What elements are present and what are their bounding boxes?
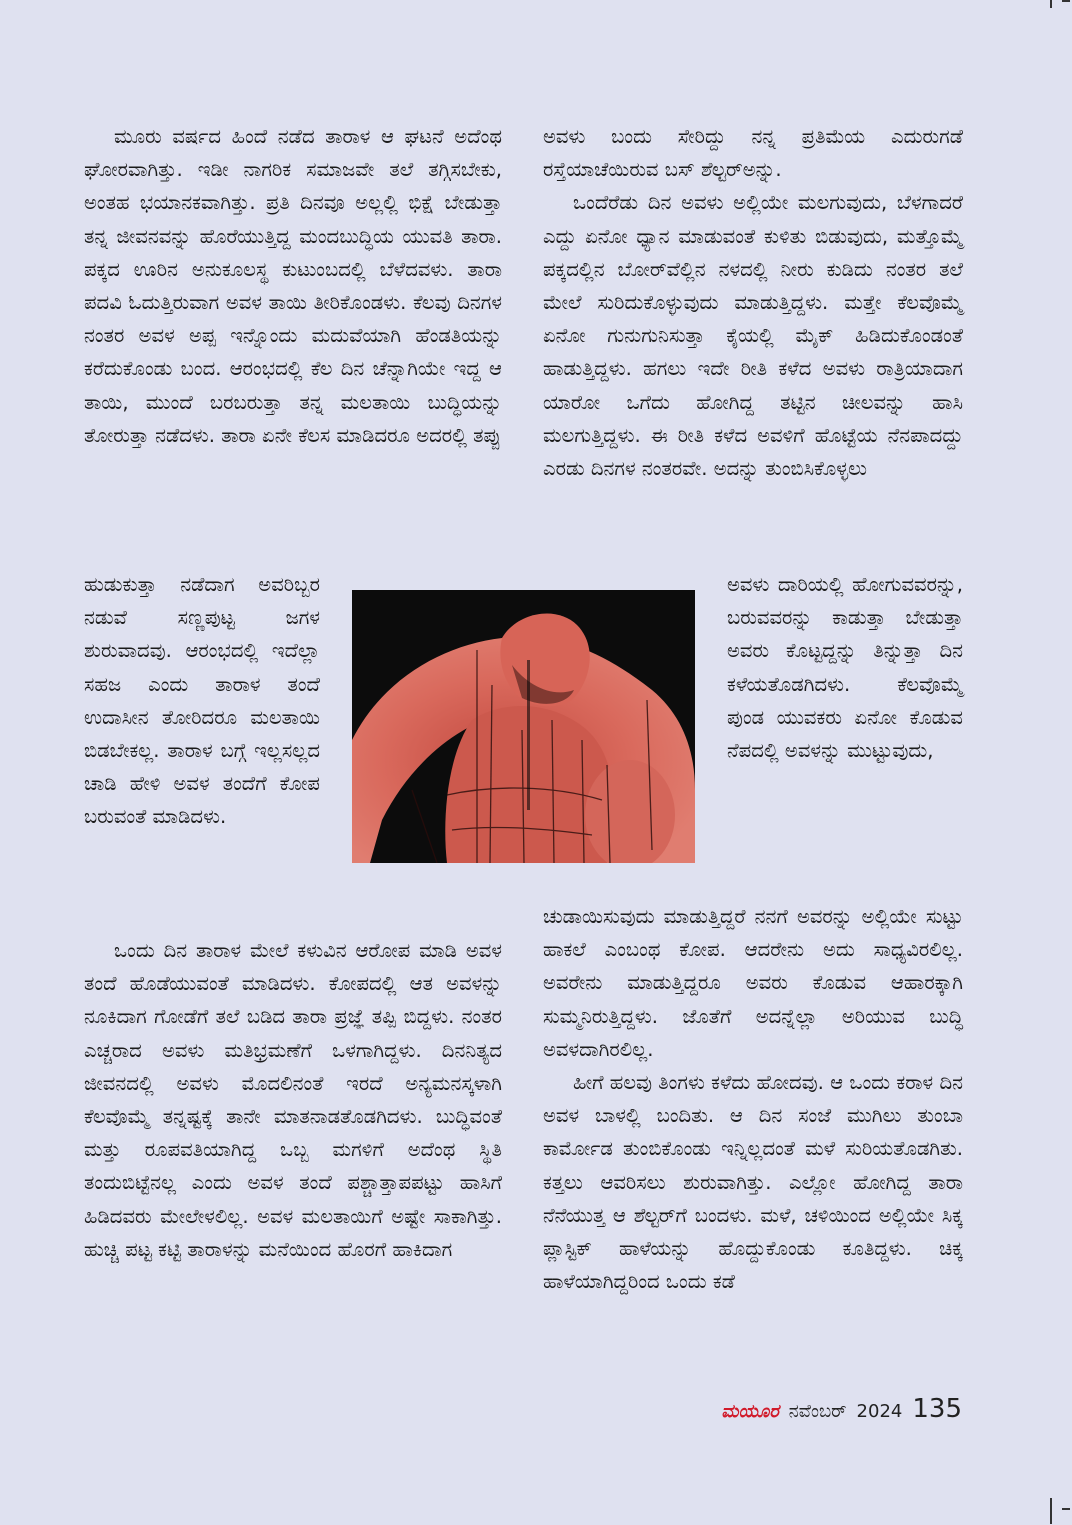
crouching-figure-illustration <box>352 590 695 863</box>
left-column-top <box>84 120 502 452</box>
crop-mark <box>1062 0 1070 2</box>
paragraph: ಚುಡಾಯಿಸುವುದು ಮಾಡುತ್ತಿದ್ದರೆ ನನಗೆ ಅವರನ್ನು ಅಲ್ಲಿಯೇ ಸುಟ್ಟು ಹಾಕಲೆ ಎಂಬಂಥ ಕೋಪ. ಆದರೇನು ಅದು ಸಾಧ್ಯವಿರಲಿಲ್ಲ. ಅವರೇನು ಮಾಡುತ್ತಿದ್ದರೂ ಅವರು ಕೊಡುವ ಆಹಾರಕ್ಕಾಗಿ ಸುಮ್ಮನಿರುತ್ತಿದ್ದಳು. ಜೊತೆಗೆ ಅದನ್ನೆಲ್ಲಾ ಅರಿಯುವ ಬುದ್ಧಿ ಅವಳದಾಗಿರಲಿಲ್ಲ. <box>543 905 963 1061</box>
magazine-logo: ಮಯೂರ <box>721 1401 779 1422</box>
right-column-bottom <box>543 900 963 1298</box>
left-column-bottom <box>84 934 502 1266</box>
illustration <box>352 590 695 863</box>
right-column-top <box>543 120 963 485</box>
left-wrap-text <box>84 568 320 834</box>
paragraph: ಹುಡುಕುತ್ತಾ ನಡೆದಾಗ ಅವರಿಬ್ಬರ ನಡುವೆ ಸಣ್ಣಪುಟ್ಟ ಜಗಳ ಶುರುವಾದವು. ಆರಂಭದಲ್ಲಿ ಇದೆಲ್ಲಾ ಸಹಜ ಎಂದು ತಾರಾಳ ತಂದೆ ಉದಾಸೀನ ತೋರಿದರೂ ಮಲತಾಯಿ ಬಿಡಬೇಕಲ್ಲ. ತಾರಾಳ ಬಗ್ಗೆ ಇಲ್ಲಸಲ್ಲದ ಚಾಡಿ ಹೇಳಿ ಅವಳ ತಂದೆಗೆ ಕೋಪ ಬರುವಂತೆ ಮಾಡಿದಳು. <box>84 573 320 829</box>
crop-mark <box>1050 1498 1052 1524</box>
right-wrap-text <box>727 568 963 767</box>
paragraph: ಅವಳು ಬಂದು ಸೇರಿದ್ದು ನನ್ನ ಪ್ರತಿಮೆಯ ಎದುರುಗಡೆ ರಸ್ತೆಯಾಚೆಯಿರುವ ಬಸ್ ಶೆಲ್ಟರ್‌ಅನ್ನು. <box>543 125 963 182</box>
page-number: 135 <box>912 1394 962 1424</box>
paragraph: ಅವಳು ದಾರಿಯಲ್ಲಿ ಹೋಗುವವರನ್ನು, ಬರುವವರನ್ನು ಕಾಡುತ್ತಾ ಬೇಡುತ್ತಾ ಅವರು ಕೊಟ್ಟದ್ದನ್ನು ತಿನ್ನುತ್ತಾ ದಿನ ಕಳೆಯತೊಡಗಿದಳು. ಕೆಲವೊಮ್ಮೆ ಪುಂಡ ಯುವಕರು ಏನೋ ಕೊಡುವ ನೆಪದಲ್ಲಿ ಅವಳನ್ನು ಮುಟ್ಟುವುದು, <box>727 573 963 763</box>
issue-month: ನವೆಂಬರ್ <box>788 1401 847 1422</box>
page-footer <box>721 1394 962 1424</box>
paragraph: ಒಂದು ದಿನ ತಾರಾಳ ಮೇಲೆ ಕಳುವಿನ ಆರೋಪ ಮಾಡಿ ಅವಳ ತಂದೆ ಹೊಡೆಯುವಂತೆ ಮಾಡಿದಳು. ಕೋಪದಲ್ಲಿ ಆತ ಅವಳನ್ನು ನೂಕಿದಾಗ ಗೋಡೆಗೆ ತಲೆ ಬಡಿದ ತಾರಾ ಪ್ರಜ್ಞೆ ತಪ್ಪಿ ಬಿದ್ದಳು. ನಂತರ ಎಚ್ಚರಾದ ಅವಳು ಮತಿಭ್ರಮಣೆಗೆ ಒಳಗಾಗಿದ್ದಳು. ದಿನನಿತ್ಯದ ಜೀವನದಲ್ಲಿ ಅವಳು ಮೊದಲಿನಂತೆ ಇರದೆ ಅನ್ಯಮನಸ್ಕಳಾಗಿ ಕೆಲವೊಮ್ಮೆ ತನ್ನಷ್ಟಕ್ಕೆ ತಾನೇ ಮಾತನಾಡತೊಡಗಿದಳು. ಬುದ್ಧಿವಂತೆ ಮತ್ತು ರೂಪವತಿಯಾಗಿದ್ದ ಒಬ್ಬ ಮಗಳಿಗೆ ಅದೆಂಥ ಸ್ಥಿತಿ ತಂದುಬಿಟ್ಟೆನಲ್ಲ ಎಂದು ಅವಳ ತಂದೆ ಪಶ್ಚಾತ್ತಾಪಪಟ್ಟು ಹಾಸಿಗೆ ಹಿಡಿದವರು ಮೇಲೇಳಲಿಲ್ಲ. ಅವಳ ಮಲತಾಯಿಗೆ ಅಷ್ಟೇ ಸಾಕಾಗಿತ್ತು. ಹುಚ್ಚಿ ಪಟ್ಟ ಕಟ್ಟಿ ತಾರಾಳನ್ನು ಮನೆಯಿಂದ ಹೊರಗೆ ಹಾಕಿದಾಗ <box>84 939 502 1261</box>
crop-mark <box>1062 1508 1070 1510</box>
paragraph: ಮೂರು ವರ್ಷದ ಹಿಂದೆ ನಡೆದ ತಾರಾಳ ಆ ಘಟನೆ ಅದೆಂಥ ಘೋರವಾಗಿತ್ತು. ಇಡೀ ನಾಗರಿಕ ಸಮಾಜವೇ ತಲೆ ತಗ್ಗಿಸಬೇಕು, ಅಂತಹ ಭಯಾನಕವಾಗಿತ್ತು. ಪ್ರತಿ ದಿನವೂ ಅಲ್ಲಲ್ಲಿ ಭಿಕ್ಷೆ ಬೇಡುತ್ತಾ ತನ್ನ ಜೀವನವನ್ನು ಹೊರೆಯುತ್ತಿದ್ದ ಮಂದಬುದ್ಧಿಯ ಯುವತಿ ತಾರಾ. ಪಕ್ಕದ ಊರಿನ ಅನುಕೂಲಸ್ಥ ಕುಟುಂಬದಲ್ಲಿ ಬೆಳೆದವಳು. ತಾರಾ ಪದವಿ ಓದುತ್ತಿರುವಾಗ ಅವಳ ತಾಯಿ ತೀರಿಕೊಂಡಳು. ಕೆಲವು ದಿನಗಳ ನಂತರ ಅವಳ ಅಪ್ಪ ಇನ್ನೊಂದು ಮದುವೆಯಾಗಿ ಹೆಂಡತಿಯನ್ನು ಕರೆದುಕೊಂಡು ಬಂದ. ಆರಂಭದಲ್ಲಿ ಕೆಲ ದಿನ ಚೆನ್ನಾಗಿಯೇ ಇದ್ದ ಆ ತಾಯಿ, ಮುಂದೆ ಬರಬರುತ್ತಾ ತನ್ನ ಮಲತಾಯಿ ಬುದ್ಧಿಯನ್ನು ತೋರುತ್ತಾ ನಡೆದಳು. ತಾರಾ ಏನೇ ಕೆಲಸ ಮಾಡಿದರೂ ಅದರಲ್ಲಿ ತಪ್ಪು <box>84 125 502 447</box>
paragraph: ಹೀಗೆ ಹಲವು ತಿಂಗಳು ಕಳೆದು ಹೋದವು. ಆ ಒಂದು ಕರಾಳ ದಿನ ಅವಳ ಬಾಳಲ್ಲಿ ಬಂದಿತು. ಆ ದಿನ ಸಂಜೆ ಮುಗಿಲು ತುಂಬಾ ಕಾರ್ಮೋಡ ತುಂಬಿಕೊಂಡು ಇನ್ನಿಲ್ಲದಂತೆ ಮಳೆ ಸುರಿಯತೊಡಗಿತು. ಕತ್ತಲು ಆವರಿಸಲು ಶುರುವಾಗಿತ್ತು. ಎಲ್ಲೋ ಹೋಗಿದ್ದ ತಾರಾ ನೆನೆಯುತ್ತ ಆ ಶೆಲ್ಟರ್‌ಗೆ ಬಂದಳು. ಮಳೆ, ಚಳಿಯಿಂದ ಅಲ್ಲಿಯೇ ಸಿಕ್ಕ ಪ್ಲಾಸ್ಟಿಕ್ ಹಾಳೆಯನ್ನು ಹೊದ್ದುಕೊಂಡು ಕೂತಿದ್ದಳು. ಚಿಕ್ಕ ಹಾಳೆಯಾಗಿದ್ದರಿಂದ ಒಂದು ಕಡೆ <box>543 1071 963 1294</box>
paragraph: ಒಂದೆರೆಡು ದಿನ ಅವಳು ಅಲ್ಲಿಯೇ ಮಲಗುವುದು, ಬೆಳಗಾದರೆ ಎದ್ದು ಏನೋ ಧ್ಯಾನ ಮಾಡುವಂತೆ ಕುಳಿತು ಬಿಡುವುದು, ಮತ್ತೊಮ್ಮೆ ಪಕ್ಕದಲ್ಲಿನ ಬೋರ್‌ವೆಲ್ಲಿನ ನಳದಲ್ಲಿ ನೀರು ಕುಡಿದು ನಂತರ ತಲೆ ಮೇಲೆ ಸುರಿದುಕೊಳ್ಳುವುದು ಮಾಡುತ್ತಿದ್ದಳು. ಮತ್ತೇ ಕೆಲವೊಮ್ಮೆ ಏನೋ ಗುನುಗುನಿಸುತ್ತಾ ಕೈಯಲ್ಲಿ ಮೈಕ್ ಹಿಡಿದುಕೊಂಡಂತೆ ಹಾಡುತ್ತಿದ್ದಳು. ಹಗಲು ಇದೇ ರೀತಿ ಕಳೆದ ಅವಳು ರಾತ್ರಿಯಾದಾಗ ಯಾರೋ ಒಗೆದು ಹೋಗಿದ್ದ ತಟ್ಟಿನ ಚೀಲವನ್ನು ಹಾಸಿ ಮಲಗುತ್ತಿದ್ದಳು. ಈ ರೀತಿ ಕಳೆದ ಅವಳಿಗೆ ಹೊಟ್ಟೆಯ ನೆನಪಾದದ್ದು ಎರಡು ದಿನಗಳ ನಂತರವೇ. ಅದನ್ನು ತುಂಬಿಸಿಕೊಳ್ಳಲು <box>543 191 963 481</box>
issue-year: 2024 <box>856 1401 903 1422</box>
crop-mark <box>1050 0 1052 8</box>
